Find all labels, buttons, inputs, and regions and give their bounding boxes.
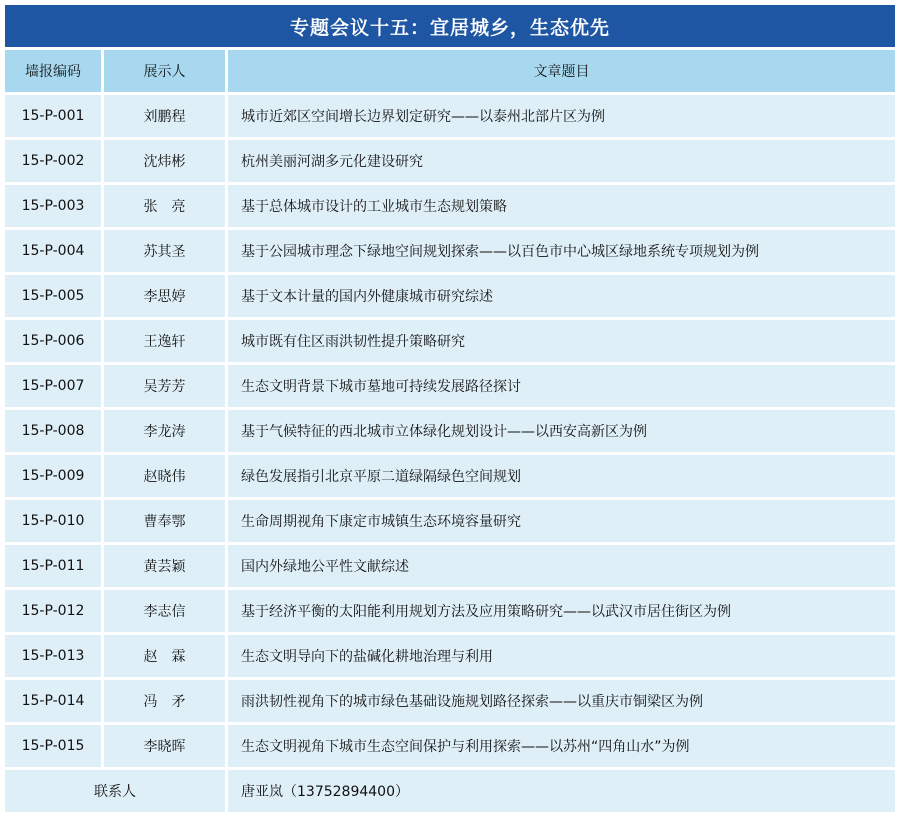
- table-row: [5, 185, 895, 227]
- table-header-row: [5, 50, 895, 92]
- table-row: [5, 680, 895, 722]
- paper-title-cell: 生命周期视角下康定市城镇生态环境容量研究: [228, 500, 895, 542]
- poster-id-cell: 15-P-011: [5, 545, 101, 587]
- table-row: [5, 635, 895, 677]
- table-row: [5, 590, 895, 632]
- presenter-cell: 赵晓伟: [104, 455, 225, 497]
- session-table: [5, 5, 895, 812]
- presenter-cell: 赵 霖: [104, 635, 225, 677]
- presenter-cell: 曹奉鄂: [104, 500, 225, 542]
- contact-label: 联系人: [5, 770, 225, 812]
- paper-title-cell: 基于经济平衡的太阳能利用规划方法及应用策略研究——以武汉市居住街区为例: [228, 590, 895, 632]
- table-row: [5, 545, 895, 587]
- presenter-cell: 刘鹏程: [104, 95, 225, 137]
- poster-id-cell: 15-P-004: [5, 230, 101, 272]
- table-row: [5, 455, 895, 497]
- presenter-cell: 李晓晖: [104, 725, 225, 767]
- paper-title-cell: 雨洪韧性视角下的城市绿色基础设施规划路径探索——以重庆市铜梁区为例: [228, 680, 895, 722]
- paper-title-cell: 杭州美丽河湖多元化建设研究: [228, 140, 895, 182]
- table-row: [5, 275, 895, 317]
- contact-value: 唐亚岚（13752894400）: [228, 770, 895, 812]
- poster-id-cell: 15-P-005: [5, 275, 101, 317]
- poster-id-cell: 15-P-009: [5, 455, 101, 497]
- presenter-cell: 李思婷: [104, 275, 225, 317]
- header-presenter: 展示人: [104, 50, 225, 92]
- table-row: [5, 725, 895, 767]
- presenter-cell: 黄芸颖: [104, 545, 225, 587]
- poster-id-cell: 15-P-014: [5, 680, 101, 722]
- table-row: [5, 320, 895, 362]
- paper-title-cell: 基于总体城市设计的工业城市生态规划策略: [228, 185, 895, 227]
- poster-id-cell: 15-P-001: [5, 95, 101, 137]
- contact-row: [5, 770, 895, 812]
- paper-title-cell: 城市近郊区空间增长边界划定研究——以泰州北部片区为例: [228, 95, 895, 137]
- poster-id-cell: 15-P-007: [5, 365, 101, 407]
- presenter-cell: 张 亮: [104, 185, 225, 227]
- table-row: [5, 95, 895, 137]
- header-poster-id: 墙报编码: [5, 50, 101, 92]
- paper-title-cell: 生态文明视角下城市生态空间保护与利用探索——以苏州“四角山水”为例: [228, 725, 895, 767]
- presenter-cell: 冯 矛: [104, 680, 225, 722]
- paper-title-cell: 生态文明背景下城市墓地可持续发展路径探讨: [228, 365, 895, 407]
- presenter-cell: 沈炜彬: [104, 140, 225, 182]
- poster-id-cell: 15-P-006: [5, 320, 101, 362]
- header-paper-title: 文章题目: [228, 50, 895, 92]
- presenter-cell: 李志信: [104, 590, 225, 632]
- paper-title-cell: 绿色发展指引北京平原二道绿隔绿色空间规划: [228, 455, 895, 497]
- table-row: [5, 230, 895, 272]
- table-row: [5, 365, 895, 407]
- presenter-cell: 王逸轩: [104, 320, 225, 362]
- poster-id-cell: 15-P-012: [5, 590, 101, 632]
- paper-title-cell: 基于文本计量的国内外健康城市研究综述: [228, 275, 895, 317]
- table-body: [5, 95, 895, 767]
- paper-title-cell: 基于公园城市理念下绿地空间规划探索——以百色市中心城区绿地系统专项规划为例: [228, 230, 895, 272]
- table-row: [5, 500, 895, 542]
- paper-title-cell: 生态文明导向下的盐碱化耕地治理与利用: [228, 635, 895, 677]
- poster-id-cell: 15-P-010: [5, 500, 101, 542]
- poster-id-cell: 15-P-015: [5, 725, 101, 767]
- poster-id-cell: 15-P-003: [5, 185, 101, 227]
- table-row: [5, 410, 895, 452]
- poster-id-cell: 15-P-013: [5, 635, 101, 677]
- presenter-cell: 李龙涛: [104, 410, 225, 452]
- table-row: [5, 140, 895, 182]
- table-title: 专题会议十五：宜居城乡，生态优先: [5, 5, 895, 47]
- presenter-cell: 吴芳芳: [104, 365, 225, 407]
- presenter-cell: 苏其圣: [104, 230, 225, 272]
- poster-id-cell: 15-P-002: [5, 140, 101, 182]
- paper-title-cell: 基于气候特征的西北城市立体绿化规划设计——以西安高新区为例: [228, 410, 895, 452]
- paper-title-cell: 国内外绿地公平性文献综述: [228, 545, 895, 587]
- poster-id-cell: 15-P-008: [5, 410, 101, 452]
- paper-title-cell: 城市既有住区雨洪韧性提升策略研究: [228, 320, 895, 362]
